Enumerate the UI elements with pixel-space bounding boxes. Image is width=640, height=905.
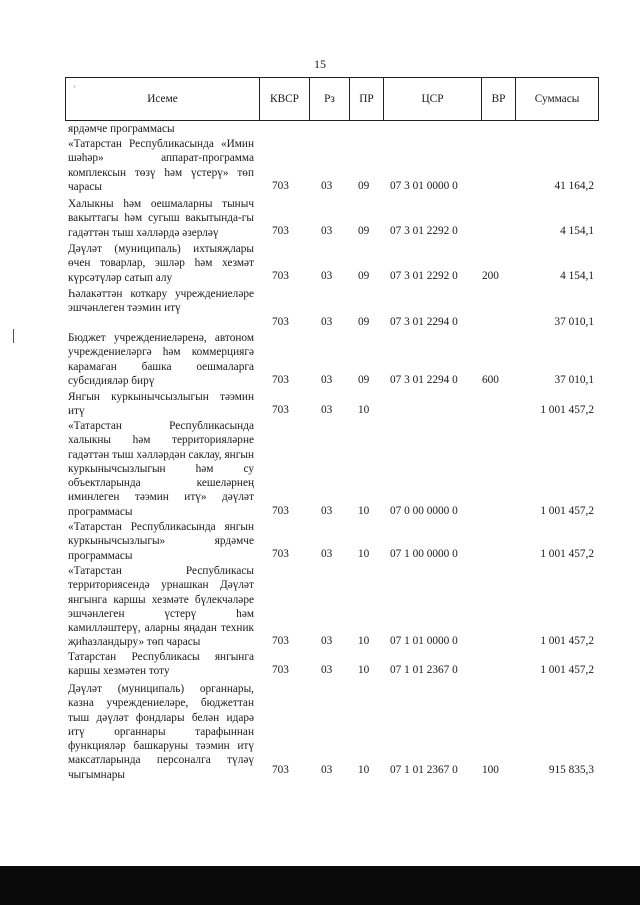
row-sum: 915 835,3 <box>548 764 594 776</box>
row-name: Бюджет учреждениеләренә, автоном учреждениеләргә һәм коммерциягә карамаган башка оешмаларга субсидияләр бирү <box>68 332 254 387</box>
row-sum: 1 001 457,2 <box>540 635 594 647</box>
header-vr: ВР <box>482 78 516 120</box>
header-pr: ПР <box>350 78 384 120</box>
row-vr: 100 <box>482 764 499 776</box>
row-name: Татарстан Республикасы янгынга каршы хезмәтен тоту <box>68 651 254 678</box>
row-pr: 10 <box>358 664 370 676</box>
row-vr: 200 <box>482 270 499 282</box>
row-pr: 09 <box>358 270 370 282</box>
row-rz: 03 <box>321 180 333 192</box>
row-kvsr: 703 <box>272 316 289 328</box>
row-name: Халыкны һәм оешмаларны тыныч вакыттагы һәм сугыш вакытында-гы гадәттән тыш хәлләрдә әзерләү <box>68 198 254 239</box>
header-rz: Рз <box>310 78 350 120</box>
row-kvsr: 703 <box>272 270 289 282</box>
header-kvsr: КВСР <box>260 78 310 120</box>
row-csr: 07 1 01 0000 0 <box>390 635 458 647</box>
row-pr: 10 <box>358 635 370 647</box>
row-pr: 09 <box>358 316 370 328</box>
row-name: Һәлакәттән коткару учреждениеләре эшчәнлеген тәэмин итү <box>68 288 254 315</box>
row-name: Дәүләт (муниципаль) ихтыяҗлары өчен товарлар, эшләр һәм хезмәт күрсәтүләр сатып алу <box>68 243 254 284</box>
row-name: «Татарстан Республикасында янгын куркынычсызлыгы» ярдәмче программасы <box>68 521 254 562</box>
row-name: «Татарстан Республикасында халыкны һәм территорияләрне гадәттән тыш хәлләрдән саклау, янгын куркынычсызлыгын һәм су объектларында кешеләрнең иминлеген тәэмин итү» дәүләт программасы <box>68 420 254 518</box>
row-sum: 4 154,1 <box>560 225 594 237</box>
table-header <box>65 77 599 121</box>
header-csr: ЦСР <box>384 78 482 120</box>
row-kvsr: 703 <box>272 404 289 416</box>
row-rz: 03 <box>321 270 333 282</box>
header-name: Исеме <box>66 78 260 120</box>
row-rz: 03 <box>321 505 333 517</box>
row-name: «Татарстан Республикасында «Имин шәһәр» аппарат-программа комплексын төзү һәм үстерү» төп чарасы <box>68 138 254 193</box>
row-csr: 07 3 01 0000 0 <box>390 180 458 192</box>
row-sum: 37 010,1 <box>554 316 594 328</box>
row-kvsr: 703 <box>272 374 289 386</box>
row-pr: 09 <box>358 225 370 237</box>
row-rz: 03 <box>321 664 333 676</box>
margin-mark <box>13 329 14 343</box>
row-pr: 10 <box>358 404 370 416</box>
page-number: 15 <box>314 57 326 71</box>
scan-footer-bar <box>0 866 640 905</box>
row-sum: 1 001 457,2 <box>540 548 594 560</box>
row-name: ярдәмче программасы <box>68 123 175 135</box>
row-name: Дәүләт (муниципаль) органнары, казна учреждениеләре, бюджеттан тыш дәүләт фондлары белән идарә итү органнары тарафыннан функцияләр башкаруны тәэмин итү максатларында персоналга түләү чыгымнары <box>68 683 254 781</box>
row-rz: 03 <box>321 225 333 237</box>
row-rz: 03 <box>321 635 333 647</box>
row-csr: 07 3 01 2294 0 <box>390 374 458 386</box>
header-tick-mark: ' <box>74 84 76 94</box>
row-kvsr: 703 <box>272 225 289 237</box>
row-pr: 09 <box>358 374 370 386</box>
row-kvsr: 703 <box>272 548 289 560</box>
row-csr: 07 3 01 2294 0 <box>390 316 458 328</box>
row-name: «Татарстан Республикасы территориясендә урнашкан Дәүләт янгынга каршы хезмәте бүлекчәләре эшчәнлеген үстерү һәм камилләштерү, аларны яңадан техник җиһазландыру» төп чарасы <box>68 565 254 649</box>
row-rz: 03 <box>321 374 333 386</box>
row-vr: 600 <box>482 374 499 386</box>
header-sum: Суммасы <box>534 93 580 105</box>
row-sum: 1 001 457,2 <box>540 404 594 416</box>
row-csr: 07 1 01 2367 0 <box>390 764 458 776</box>
row-pr: 10 <box>358 548 370 560</box>
row-pr: 10 <box>358 764 370 776</box>
row-sum: 41 164,2 <box>554 180 594 192</box>
row-kvsr: 703 <box>272 180 289 192</box>
row-csr: 07 1 00 0000 0 <box>390 548 458 560</box>
row-rz: 03 <box>321 548 333 560</box>
row-csr: 07 1 01 2367 0 <box>390 664 458 676</box>
row-sum: 37 010,1 <box>554 374 594 386</box>
row-pr: 10 <box>358 505 370 517</box>
row-kvsr: 703 <box>272 635 289 647</box>
row-csr: 07 3 01 2292 0 <box>390 270 458 282</box>
row-csr: 07 0 00 0000 0 <box>390 505 458 517</box>
row-rz: 03 <box>321 404 333 416</box>
row-pr: 09 <box>358 180 370 192</box>
row-csr: 07 3 01 2292 0 <box>390 225 458 237</box>
row-kvsr: 703 <box>272 764 289 776</box>
row-rz: 03 <box>321 316 333 328</box>
row-sum: 4 154,1 <box>560 270 594 282</box>
row-rz: 03 <box>321 764 333 776</box>
row-name: Янгын куркынычсызлыгын тәэмин итү <box>68 391 254 418</box>
row-kvsr: 703 <box>272 505 289 517</box>
row-sum: 1 001 457,2 <box>540 505 594 517</box>
row-sum: 1 001 457,2 <box>540 664 594 676</box>
row-kvsr: 703 <box>272 664 289 676</box>
